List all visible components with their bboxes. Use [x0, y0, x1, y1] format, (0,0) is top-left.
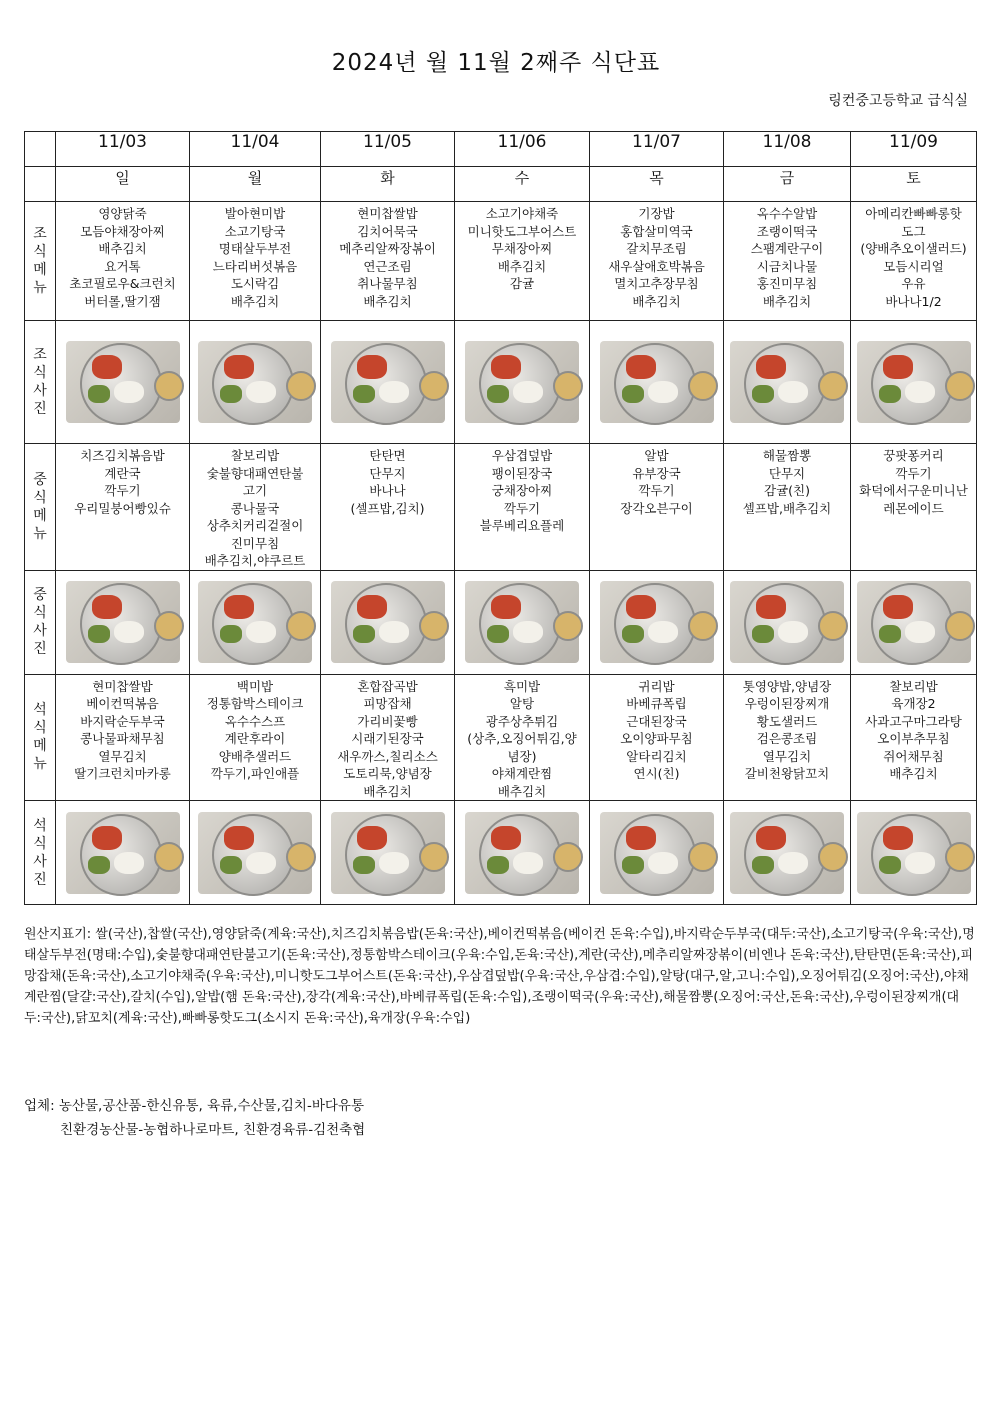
menu-item: 옥수수알밥 — [756, 206, 818, 221]
dinner-menu-row — [25, 674, 977, 801]
menu-item: 콩나물국 — [230, 500, 280, 516]
menu-item: 배추김치 — [889, 766, 938, 781]
row-label-char: 조 — [33, 347, 47, 363]
menu-item: 흑미밥 — [503, 678, 541, 694]
meal-photo-image — [64, 337, 182, 427]
menu-item: 시래기된장국 — [351, 731, 424, 746]
meal-photo-image — [329, 337, 447, 427]
meal-photo-image — [855, 577, 973, 667]
menu-item: 초코필로우&크런치 — [69, 276, 176, 291]
meal-photo-image — [196, 337, 314, 427]
menu-cell — [190, 444, 321, 571]
menu-item: 새우까스,칠리소스 — [337, 748, 438, 764]
date-cell: 11/07 — [590, 132, 724, 167]
meal-photo — [190, 321, 321, 444]
menu-item: (양배추오이샐러드) — [860, 241, 967, 256]
menu-cell — [190, 674, 321, 801]
menu-item: 톳영양밥,양념장 — [742, 678, 832, 694]
breakfast-photo-row — [25, 321, 977, 444]
weekday-cell: 토 — [851, 167, 977, 202]
menu-item: 홍합살미역국 — [620, 223, 693, 239]
menu-item: 깍두기 — [638, 483, 675, 498]
menu-item: 유부장국 — [632, 465, 681, 481]
menu-item: 레몬에이드 — [883, 500, 944, 516]
menu-item: 백미밥 — [236, 678, 274, 694]
row-label — [25, 202, 56, 321]
menu-item: 검은콩조림 — [756, 731, 818, 746]
meal-photo-image — [196, 577, 314, 667]
menu-cell — [321, 444, 455, 571]
menu-cell — [56, 444, 190, 571]
menu-item: 요거톡 — [104, 258, 141, 274]
menu-item: 발아현미밥 — [224, 206, 286, 221]
date-cell: 11/08 — [724, 132, 851, 167]
meal-photo — [321, 801, 455, 905]
date-cell: 11/05 — [321, 132, 455, 167]
menu-item: 육개장2 — [891, 696, 936, 711]
menu-item: 메추리알짜장볶이 — [339, 241, 436, 256]
menu-item: 베이컨떡볶음 — [86, 696, 159, 711]
meal-photo — [851, 321, 977, 444]
menu-item: 열무김치 — [98, 748, 147, 764]
menu-item: 현미찹쌀밥 — [357, 206, 418, 221]
menu-cell — [590, 444, 724, 571]
menu-item: 깍두기 — [104, 483, 141, 498]
menu-item: 꿍팟퐁커리 — [883, 448, 944, 463]
menu-item: 바나나 — [369, 483, 406, 498]
menu-cell — [851, 674, 977, 801]
menu-item: 버터롤,딸기잼 — [84, 293, 161, 309]
menu-item: 상추치커리겉절이 — [206, 518, 304, 533]
menu-item: 무채장아찌 — [491, 241, 553, 256]
meal-photo — [724, 801, 851, 905]
menu-item: 깍두기 — [895, 465, 932, 481]
menu-item: 계란국 — [104, 465, 141, 481]
menu-item: 현미찹쌀밥 — [92, 678, 153, 694]
menu-item: (셀프밥,김치) — [350, 500, 425, 516]
menu-cell — [724, 444, 851, 571]
row-label-char: 사 — [33, 853, 47, 870]
menu-item: 감귤(친) — [764, 483, 810, 498]
menu-item: 배추김치 — [762, 293, 812, 309]
menu-item: 치즈김치볶음밥 — [80, 448, 165, 463]
menu-item: 궁채장아찌 — [491, 483, 553, 498]
menu-item: 바나나1/2 — [885, 293, 942, 309]
menu-item: 진미무침 — [230, 535, 280, 551]
menu-item: 시금치나물 — [756, 258, 818, 274]
date-cell: 11/04 — [190, 132, 321, 167]
menu-item: 딸기크런치마카롱 — [74, 766, 171, 781]
menu-item: 모듬야채장아찌 — [80, 223, 165, 239]
meal-photo — [321, 570, 455, 674]
row-label-char: 진 — [33, 401, 47, 417]
menu-item: 도그 — [901, 223, 926, 239]
menu-item: 옥수수스프 — [224, 713, 286, 729]
supplier-line: 친환경농산물-농협하나로마트, 친환경육류-김천축협 — [60, 1122, 366, 1138]
dinner-photo-row — [25, 801, 977, 905]
row-label — [25, 674, 56, 801]
menu-item: 영양닭죽 — [98, 206, 147, 221]
meal-photo — [190, 570, 321, 674]
menu-item: 감귤 — [509, 276, 535, 291]
meal-photo-image — [463, 337, 581, 427]
menu-cell — [190, 202, 321, 321]
menu-item: 우삼겹덮밥 — [491, 448, 553, 463]
menu-item: 스팸계란구이 — [750, 241, 824, 256]
menu-item: 배추김치 — [497, 783, 547, 799]
menu-item: 화덕에서구운미니난 — [859, 483, 968, 498]
menu-item: 소고기탕국 — [224, 223, 286, 239]
menu-item: 찰보리밥 — [889, 678, 938, 694]
meal-photo-image — [329, 808, 447, 898]
date-cell: 11/06 — [455, 132, 590, 167]
row-label-char: 메 — [33, 507, 47, 524]
weekday-cell: 일 — [56, 167, 190, 202]
menu-item: 배추김치 — [230, 293, 280, 309]
menu-item: 콩나물파채무침 — [80, 731, 165, 746]
row-label-char: 메 — [33, 262, 47, 278]
row-label-char: 식 — [33, 489, 47, 506]
meal-photo — [56, 801, 190, 905]
origin-note: 원산지표기: 쌀(국산),찹쌀(국산),영양닭죽(계육:국산),치즈김치볶음밥(돈육:국산),베이컨떡볶음(베이컨 돈육:수입),바지락순두부국(대두:국산),소고기탕국(우육:국산),명태살두부전(명태:수입),숯불향대패연탄불고기(돈육:국산),정통함박스테이크(우육:수입,돈육:국산),계란(국산),메추리알짜장볶이(비엔나 돈육:국산),탄탄면(돈육:국산),피망잡채(돈육:국산),소고기야채죽(우육:국산),미니핫도그부어스트(돈육:국산),우삼겹덮밥(우육:국산,우삼겹:수입),알탕(대구,알,고니:수입),오징어튀김(오징어:국산),야채계란찜(달걀:국산),갈치(수입),알밥(햄 돈육:국산),장각(계육:국산),바베큐폭립(돈육:수입),조랭이떡국(우육:국산),해물짬뽕(오징어:국산,돈육:국산),우렁이된장찌개(대두:국산),닭꼬치(계육:국산),빠빠롱핫도그(소시지 돈육:국산),육개장(우육:수입) — [24, 927, 975, 1026]
breakfast-menu-row — [25, 202, 977, 321]
row-label-char: 사 — [33, 383, 47, 399]
lunch-photo-row — [25, 570, 977, 674]
row-label — [25, 570, 56, 674]
meal-photo-image — [64, 577, 182, 667]
meal-photo — [190, 801, 321, 905]
menu-item: 념장) — [507, 748, 537, 764]
weekday-cell: 화 — [321, 167, 455, 202]
menu-item: 연근조림 — [363, 258, 412, 274]
corner-cell — [25, 167, 56, 202]
menu-item: 도시락김 — [230, 276, 280, 291]
menu-item: 배추김치 — [632, 293, 681, 309]
weekday-cell: 수 — [455, 167, 590, 202]
menu-item: 소고기야채죽 — [485, 206, 559, 221]
menu-item: 김치어묵국 — [357, 223, 418, 239]
menu-item: 열무김치 — [762, 748, 812, 764]
menu-item: 갈치무조림 — [626, 241, 687, 256]
menu-item: 야채계란찜 — [491, 766, 553, 781]
meal-photo-image — [728, 337, 846, 427]
row-label-char: 뉴 — [33, 525, 47, 542]
menu-item: 가리비꽃빵 — [357, 713, 418, 729]
menu-item: 취나물무침 — [357, 276, 418, 291]
meal-photo — [455, 570, 590, 674]
meal-photo-image — [598, 577, 716, 667]
menu-cell — [321, 202, 455, 321]
date-cell: 11/03 — [56, 132, 190, 167]
menu-item: 쥐어채무침 — [883, 748, 944, 764]
meal-photo-image — [728, 808, 846, 898]
menu-item: 양배추샐러드 — [218, 748, 292, 764]
menu-item: 멸치고추장무침 — [614, 276, 699, 291]
menu-cell — [590, 202, 724, 321]
meal-photo — [56, 321, 190, 444]
row-label-char: 뉴 — [33, 280, 47, 296]
menu-item: 홍진미무침 — [756, 276, 818, 291]
menu-item: 오이부추무침 — [877, 731, 950, 746]
menu-cell — [851, 202, 977, 321]
menu-item: 오이양파무침 — [620, 731, 693, 746]
meal-photo — [321, 321, 455, 444]
menu-item: 팽이된장국 — [491, 465, 553, 481]
menu-item: 배추김치 — [98, 241, 147, 256]
row-label-char: 진 — [33, 641, 47, 657]
meal-photo — [851, 801, 977, 905]
weekday-cell: 목 — [590, 167, 724, 202]
row-label — [25, 444, 56, 571]
weekly-menu-table — [24, 131, 977, 905]
menu-item: 단무지 — [768, 465, 806, 481]
menu-item: 근대된장국 — [626, 713, 687, 729]
row-label-char: 중 — [33, 471, 47, 488]
lunch-menu-row — [25, 444, 977, 571]
menu-item: 깍두기,파인애플 — [210, 766, 300, 781]
menu-item: 조랭이떡국 — [756, 223, 818, 239]
meal-photo — [590, 321, 724, 444]
meal-photo — [590, 570, 724, 674]
menu-item: 찰보리밥 — [230, 448, 280, 463]
supplier-info — [24, 1094, 365, 1142]
row-label-char: 진 — [33, 871, 47, 888]
weekday-cell: 금 — [724, 167, 851, 202]
menu-item: 배추김치 — [497, 258, 547, 274]
meal-photo — [590, 801, 724, 905]
menu-item: 해물짬뽕 — [762, 448, 812, 463]
row-label-char: 식 — [33, 244, 47, 260]
menu-item: 정통함박스테이크 — [206, 696, 304, 711]
menu-item: 새우살애호박볶음 — [608, 258, 705, 274]
row-label — [25, 801, 56, 905]
menu-item: 바베큐폭립 — [626, 696, 687, 711]
menu-item: 셀프밥,배추김치 — [742, 500, 832, 516]
meal-photo — [455, 801, 590, 905]
meal-photo-image — [728, 577, 846, 667]
menu-item: (상추,오징어튀김,양 — [467, 731, 577, 746]
row-label-char: 뉴 — [33, 756, 47, 773]
menu-item: 바지락순두부국 — [80, 713, 165, 729]
menu-item: 알밥 — [644, 448, 669, 463]
meal-photo-image — [855, 337, 973, 427]
menu-cell — [455, 674, 590, 801]
meal-photo — [724, 570, 851, 674]
meal-photo-image — [598, 337, 716, 427]
menu-cell — [56, 674, 190, 801]
menu-item: 우유 — [901, 276, 926, 291]
date-cell: 11/09 — [851, 132, 977, 167]
weekday-row — [25, 167, 977, 202]
menu-item: 광주상추튀김 — [485, 713, 559, 729]
meal-photo-image — [855, 808, 973, 898]
menu-item: 깍두기 — [503, 500, 541, 516]
date-row — [25, 132, 977, 167]
menu-item: 단무지 — [369, 465, 406, 481]
menu-item: 알타리김치 — [626, 748, 687, 764]
meal-photo — [455, 321, 590, 444]
row-label-char: 석 — [33, 817, 47, 834]
supplier-line: 업체: 농산물,공산품-한신유통, 육류,수산물,김치-바다유통 — [24, 1098, 364, 1114]
meal-photo-image — [598, 808, 716, 898]
meal-photo-image — [64, 808, 182, 898]
menu-item: 느타리버섯볶음 — [212, 258, 298, 274]
menu-cell — [724, 202, 851, 321]
meal-photo-image — [463, 577, 581, 667]
menu-item: 사과고구마그라탕 — [865, 713, 962, 729]
menu-item: 우렁이된장찌개 — [744, 696, 830, 711]
meal-photo-image — [196, 808, 314, 898]
row-label-char: 식 — [33, 835, 47, 852]
menu-item: 배추김치 — [363, 783, 412, 799]
row-label-char: 메 — [33, 738, 47, 755]
menu-item: 도토리묵,양념장 — [343, 766, 432, 781]
row-label-char: 사 — [33, 623, 47, 639]
corner-cell — [25, 132, 56, 167]
menu-item: 명태살두부전 — [218, 241, 292, 256]
meal-photo-image — [329, 577, 447, 667]
row-label-char: 중 — [33, 587, 47, 603]
row-label — [25, 321, 56, 444]
menu-item: 모듬시리얼 — [883, 258, 944, 274]
menu-item: 고기 — [242, 483, 268, 498]
menu-item: 기장밥 — [638, 206, 675, 221]
menu-item: 귀리밥 — [638, 678, 675, 694]
menu-item: 연시(친) — [633, 766, 680, 781]
meal-photo — [851, 570, 977, 674]
menu-cell — [455, 202, 590, 321]
menu-item: 탄탄면 — [369, 448, 406, 463]
menu-item: 혼합잡곡밥 — [357, 678, 418, 694]
menu-cell — [590, 674, 724, 801]
menu-item: 배추김치 — [363, 293, 412, 309]
menu-cell — [455, 444, 590, 571]
row-label-char: 식 — [33, 365, 47, 381]
menu-item: 미니핫도그부어스트 — [467, 223, 577, 239]
meal-photo — [56, 570, 190, 674]
menu-item: 장각오븐구이 — [620, 500, 693, 516]
meal-photo — [724, 321, 851, 444]
menu-cell — [851, 444, 977, 571]
menu-item: 갈비천왕닭꼬치 — [744, 766, 830, 781]
menu-item: 아메리칸빠빠롱핫 — [865, 206, 962, 221]
row-label-char: 석 — [33, 702, 47, 719]
organization-name: 링컨중고등학교 급식실 — [828, 93, 968, 109]
menu-item: 우리밀붕어빵있슈 — [74, 500, 171, 516]
row-label-char: 식 — [33, 605, 47, 621]
menu-item: 배추김치,야쿠르트 — [204, 553, 306, 568]
weekday-cell: 월 — [190, 167, 321, 202]
page-title: 2024년 월 11월 2째주 식단표 — [331, 50, 661, 76]
meal-photo-image — [463, 808, 581, 898]
menu-item: 숯불향대패연탄불 — [206, 465, 304, 481]
row-label-char: 조 — [33, 226, 47, 242]
menu-item: 피망잡채 — [363, 696, 412, 711]
menu-item: 블루베리요플레 — [479, 518, 565, 533]
row-label-char: 식 — [33, 720, 47, 737]
menu-item: 계란후라이 — [224, 731, 286, 746]
menu-item: 알탕 — [509, 696, 535, 711]
menu-item: 황도샐러드 — [756, 713, 818, 729]
menu-cell — [56, 202, 190, 321]
menu-cell — [321, 674, 455, 801]
menu-cell — [724, 674, 851, 801]
